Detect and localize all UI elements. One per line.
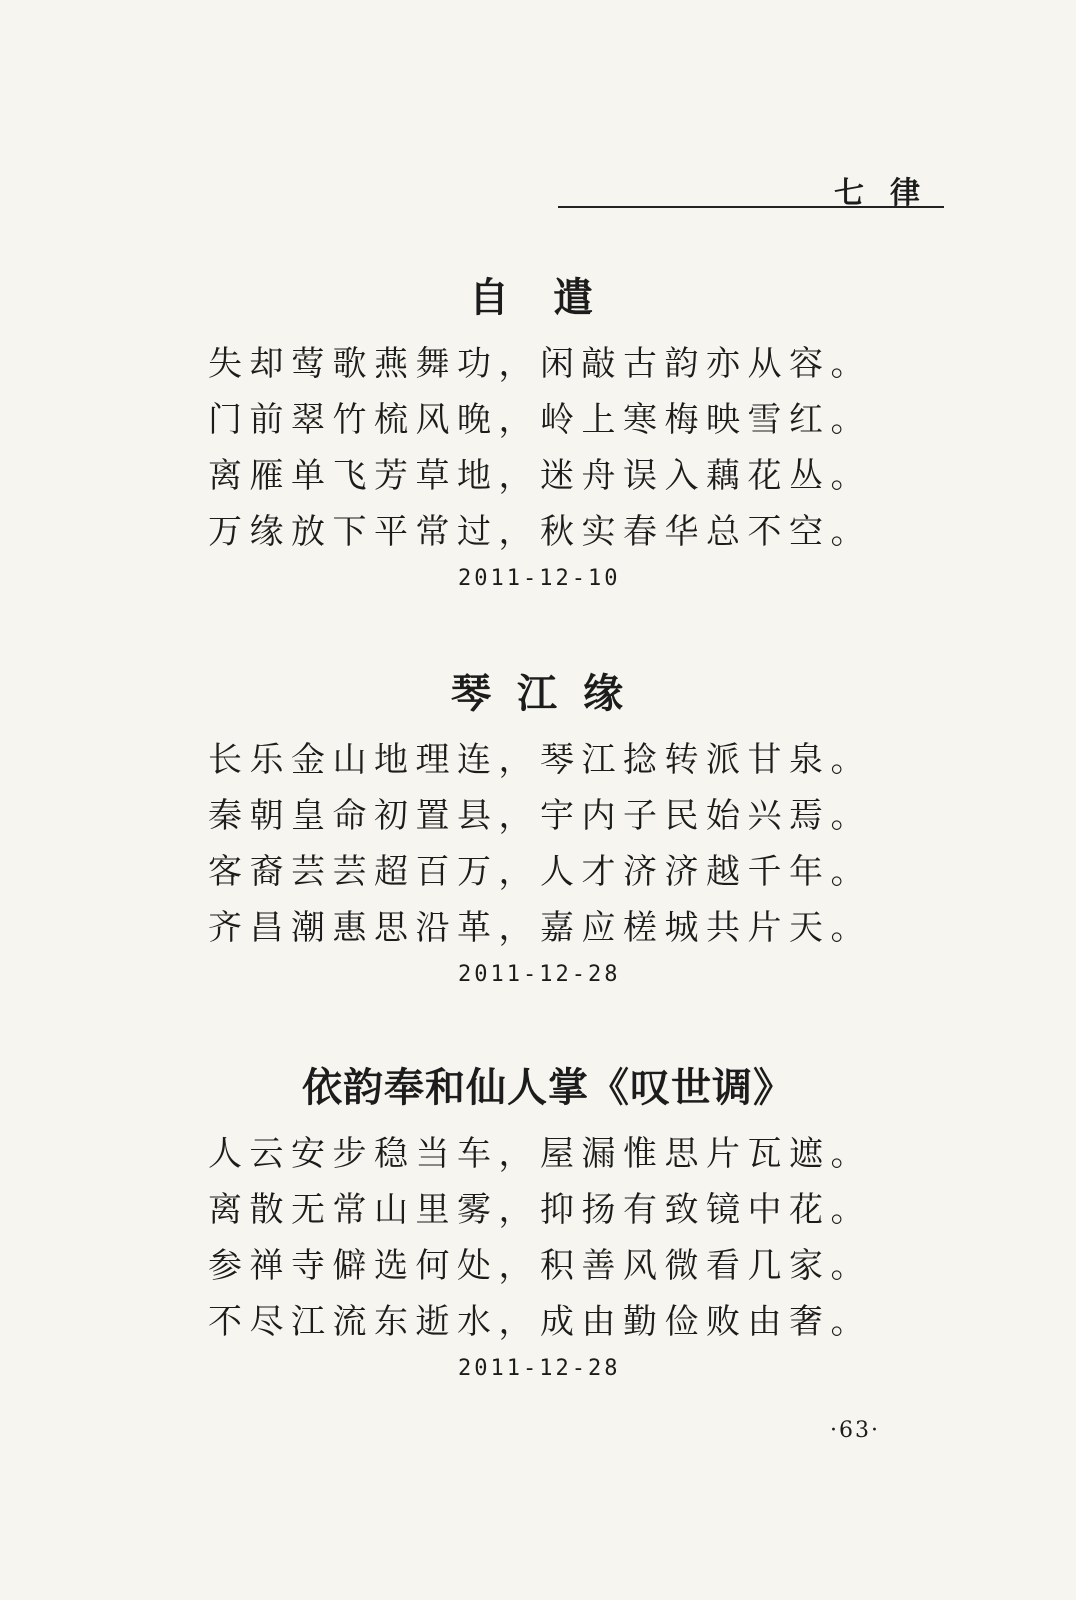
poem-lines: [208, 732, 1076, 956]
poem-title: 琴江缘: [451, 670, 649, 717]
poem-line: 参禅寺僻选何处，积善风微看几家。: [208, 1246, 872, 1286]
poem-line: 人云安步稳当车，屋漏惟思片瓦遮。: [208, 1134, 872, 1174]
section-header: 七律: [834, 176, 946, 211]
poem-title: 自遣: [469, 274, 637, 321]
poem-line: 客裔芸芸超百万，人才济济越千年。: [208, 852, 872, 892]
poem-date: 2011-12-10: [458, 566, 621, 591]
poem-line: 失却莺歌燕舞功，闲敲古韵亦从容。: [208, 344, 872, 384]
poem-title: 依韵奉和仙人掌《叹世调》: [302, 1064, 794, 1111]
poem: [0, 670, 1076, 990]
poem-line: 离雁单飞芳草地，迷舟误入藕花丛。: [208, 456, 872, 496]
poem-line: 万缘放下平常过，秋实春华总不空。: [208, 512, 872, 552]
poem: [0, 274, 1076, 594]
header-rule: [558, 206, 944, 208]
poem-lines: [208, 1126, 1076, 1350]
poem-line: 门前翠竹梳风晚，岭上寒梅映雪红。: [208, 400, 872, 440]
poem-line: 齐昌潮惠思沿革，嘉应槎城共片天。: [208, 908, 872, 948]
poem-line: 秦朝皇命初置县，宇内子民始兴焉。: [208, 796, 872, 836]
poem-date: 2011-12-28: [458, 1356, 621, 1381]
poem-lines: [208, 336, 1076, 560]
poem-line: 离散无常山里雾，抑扬有致镜中花。: [208, 1190, 872, 1230]
page-number: ·63·: [830, 1418, 880, 1443]
poem: [0, 1064, 1076, 1384]
poem-line: 长乐金山地理连，琴江捻转派甘泉。: [208, 740, 872, 780]
poem-line: 不尽江流东逝水，成由勤俭败由奢。: [208, 1302, 872, 1342]
poem-date: 2011-12-28: [458, 962, 621, 987]
